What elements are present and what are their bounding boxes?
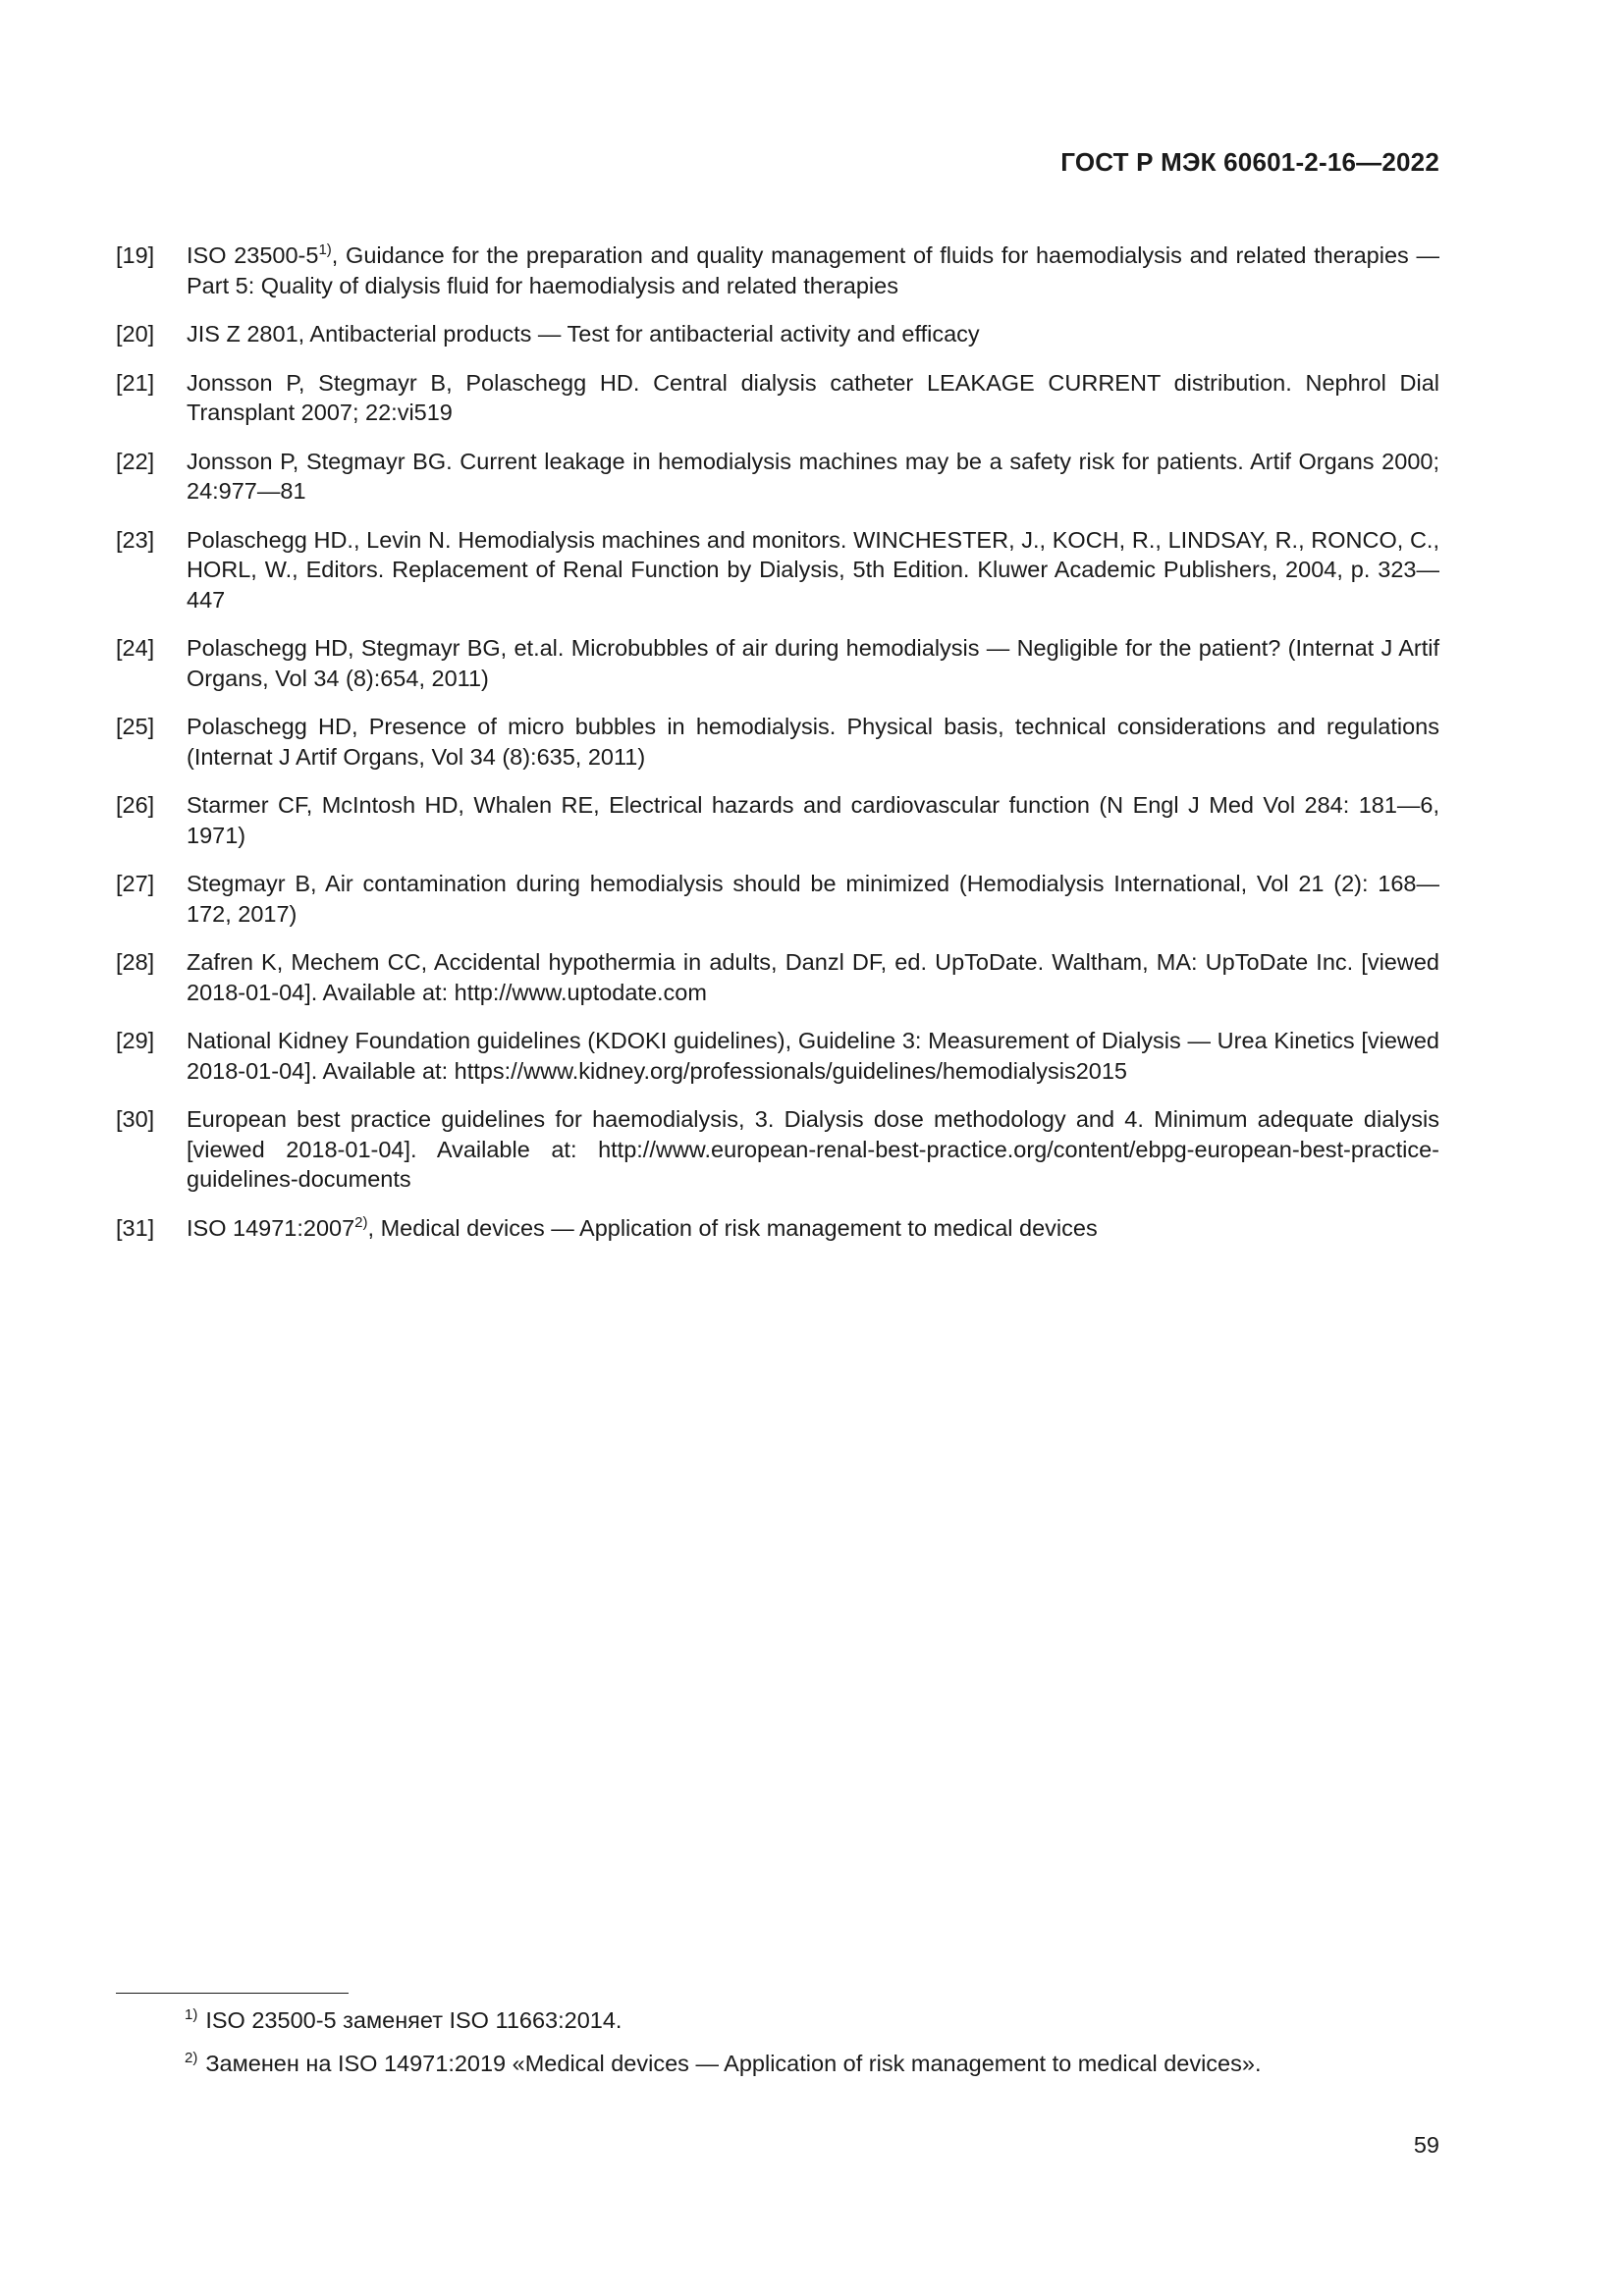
reference-item	[116, 319, 1439, 349]
reference-number: [24]	[116, 635, 155, 661]
reference-number: [25]	[116, 714, 155, 739]
reference-text: Polaschegg HD, Presence of micro bubbles in hemodialysis. Physical basis, technical considerations and regulations (Internat J Artif Organs, Vol 34 (8):635, 2011)	[187, 714, 1439, 770]
reference-item	[116, 790, 1439, 850]
page-number: 59	[1413, 2132, 1439, 2158]
reference-text-part: , Guidance for the preparation and quality management of fluids for haemodialysis and related therapies — Part 5: Quality of dialysis fluid for haemodialysis and related therapies	[187, 242, 1439, 298]
reference-item	[116, 447, 1439, 507]
reference-item	[116, 368, 1439, 428]
reference-number: [19]	[116, 242, 155, 268]
footnote-marker[interactable]: 2)	[354, 1213, 368, 1231]
reference-text-part: , Medical devices — Application of risk management to medical devices	[367, 1214, 1098, 1241]
reference-number: [29]	[116, 1028, 155, 1053]
footnote-text: ISO 23500-5 заменяет ISO 11663:2014.	[205, 2007, 623, 2033]
reference-text	[187, 1213, 1439, 1244]
reference-number: [27]	[116, 871, 155, 896]
reference-number: [30]	[116, 1106, 155, 1132]
reference-number: [20]	[116, 321, 155, 347]
reference-text: Polaschegg HD., Levin N. Hemodialysis machines and monitors. WINCHESTER, J., KOCH, R., LINDSAY, R., RONCO, C., HORL, W., Editors. Replacement of Renal Function by Dialysis, 5th Edition. Kluwer Academic Publishers, 2004, p. 323—447	[187, 526, 1439, 613]
reference-text: European best practice guidelines for haemodialysis, 3. Dialysis dose methodology and 4. Minimum adequate dialysis [viewed 2018-01-04]. Available at: http://www.european-renal-best-practice.org/content/ebpg-european-best-practice-guidelines-documents	[187, 1106, 1439, 1192]
reference-text-part: ISO 14971:2007	[187, 1214, 355, 1241]
reference-text: Jonsson P, Stegmayr B, Polaschegg HD. Central dialysis catheter LEAKAGE CURRENT distribution. Nephrol Dial Transplant 2007; 22:vi519	[187, 369, 1439, 425]
reference-item	[116, 1104, 1439, 1195]
reference-item	[116, 947, 1439, 1007]
reference-text: Polaschegg HD, Stegmayr BG, et.al. Microbubbles of air during hemodialysis — Negligible for the patient? (Internat J Artif Organs, Vol 34 (8):654, 2011)	[187, 635, 1439, 691]
footnote-item	[185, 2005, 1439, 2035]
reference-number: [21]	[116, 369, 155, 396]
footnote-item	[185, 2049, 1439, 2078]
reference-number: [22]	[116, 448, 155, 474]
reference-number: [23]	[116, 526, 155, 553]
reference-text: Zafren K, Mechem CC, Accidental hypothermia in adults, Danzl DF, ed. UpToDate. Waltham, MA: UpToDate Inc. [viewed 2018-01-04]. Available at: http://www.uptodate.com	[187, 949, 1439, 1005]
reference-text: National Kidney Foundation guidelines (KDOKI guidelines), Guideline 3: Measurement of Dialysis — Urea Kinetics [viewed 2018-01-04]. Available at: https://www.kidney.org/professionals/guidelines/hemodialysis2015	[187, 1028, 1439, 1084]
reference-item	[116, 633, 1439, 693]
reference-text: Stegmayr B, Air contamination during hemodialysis should be minimized (Hemodialysis International, Vol 21 (2): 168—172, 2017)	[187, 871, 1439, 927]
reference-item	[116, 1026, 1439, 1086]
reference-item	[116, 869, 1439, 929]
reference-text: JIS Z 2801, Antibacterial products — Test for antibacterial activity and efficacy	[187, 321, 980, 347]
reference-number: [26]	[116, 792, 155, 818]
footnote-text: Заменен на ISO 14971:2019 «Medical devices — Application of risk management to medical devices».	[205, 2051, 1262, 2076]
reference-item	[116, 712, 1439, 772]
footnote-separator	[116, 1993, 349, 1994]
reference-text-part: ISO 23500-5	[187, 242, 319, 268]
footnote-marker[interactable]: 1)	[318, 241, 332, 259]
reference-text: Starmer CF, McIntosh HD, Whalen RE, Electrical hazards and cardiovascular function (N Engl J Med Vol 284: 181—6, 1971)	[187, 792, 1439, 848]
reference-item	[116, 1213, 1439, 1244]
reference-text: Jonsson P, Stegmayr BG. Current leakage in hemodialysis machines may be a safety risk for patients. Artif Organs 2000; 24:977—81	[187, 448, 1439, 504]
reference-item	[116, 525, 1439, 615]
document-header: ГОСТ Р МЭК 60601-2-16—2022	[1060, 147, 1439, 177]
reference-item	[116, 240, 1439, 300]
reference-number: [31]	[116, 1214, 155, 1241]
bibliography-list	[116, 240, 1439, 1261]
footnote-mark: 2)	[185, 2050, 198, 2067]
reference-text	[187, 240, 1439, 300]
footnotes	[185, 2005, 1439, 2092]
reference-number: [28]	[116, 949, 155, 975]
footnote-mark: 1)	[185, 2006, 198, 2024]
